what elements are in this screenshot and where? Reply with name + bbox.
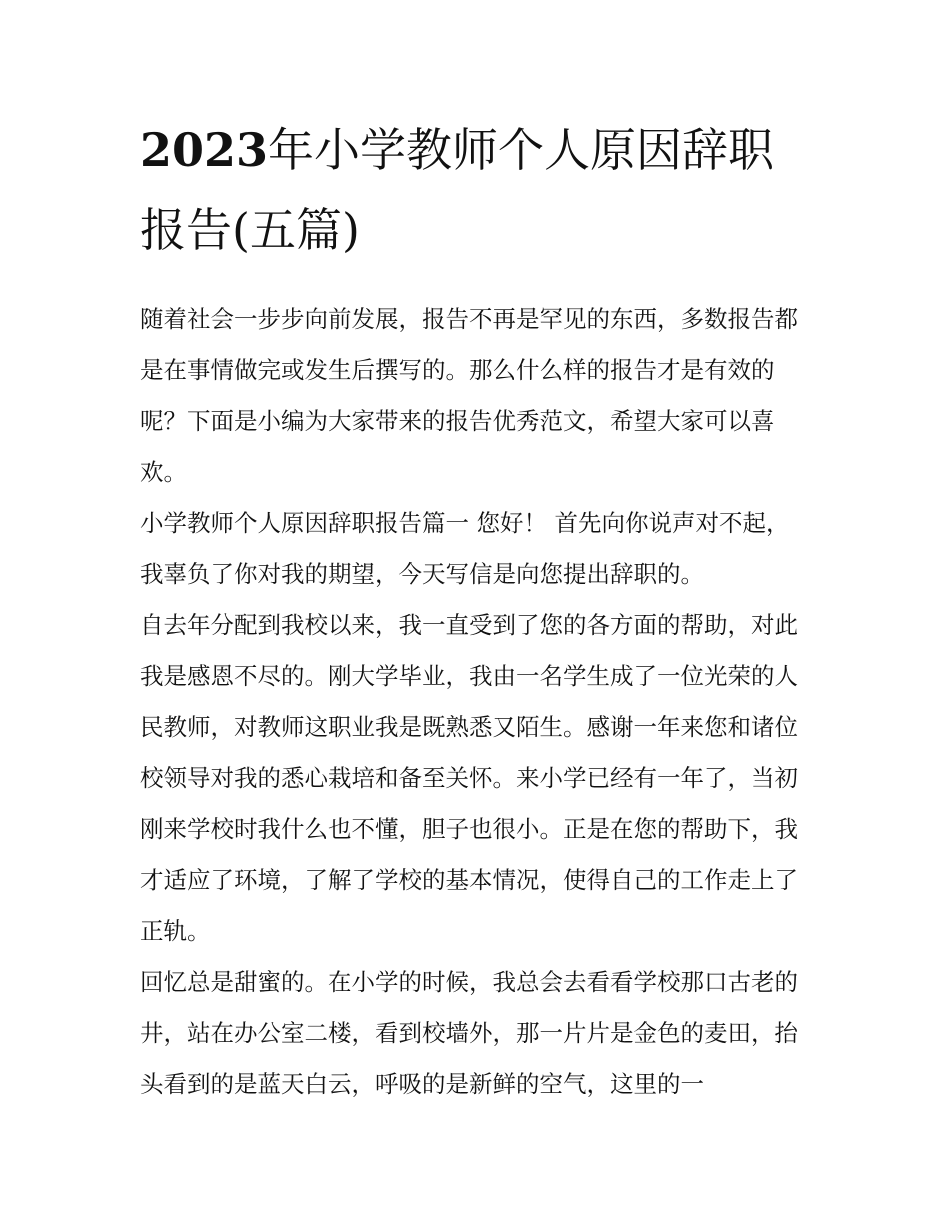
letter-opening-paragraph: 小学教师个人原因辞职报告篇一 您好！ 首先向你说声对不起，我辜负了你对我的期望，今天写信是向您提出辞职的。 — [140, 509, 790, 588]
document-title — [140, 110, 812, 270]
intro-paragraph: 随着社会一步步向前发展，报告不再是罕见的东西，多数报告都是在事情做完或发生后撰写的。那么什么样的报告才是有效的呢？下面是小编为大家带来的报告优秀范文，希望大家可以喜欢。 — [140, 305, 798, 486]
title-text: 年小学教师个人原因辞职报告(五篇) — [140, 123, 775, 257]
title-year: 2023 — [140, 123, 269, 177]
document-body — [140, 294, 812, 1110]
document-page — [140, 110, 812, 1110]
memory-paragraph: 回忆总是甜蜜的。在小学的时候，我总会去看看学校那口古老的井，站在办公室二楼，看到校墙外，那一片片是金色的麦田，抬头看到的是蓝天白云，呼吸的是新鲜的空气，这里的一 — [140, 968, 798, 1098]
gratitude-paragraph: 自去年分配到我校以来，我一直受到了您的各方面的帮助，对此我是感恩不尽的。刚大学毕业，我由一名学生成了一位光荣的人民教师，对教师这职业我是既熟悉又陌生。感谢一年来您和诸位校领导对我的悉心栽培和备至关怀。来小学已经有一年了，当初刚来学校时我什么也不懂，胆子也很小。正是在您的帮助下，我才适应了环境，了解了学校的基本情况，使得自己的工作走上了正轨。 — [140, 611, 798, 945]
